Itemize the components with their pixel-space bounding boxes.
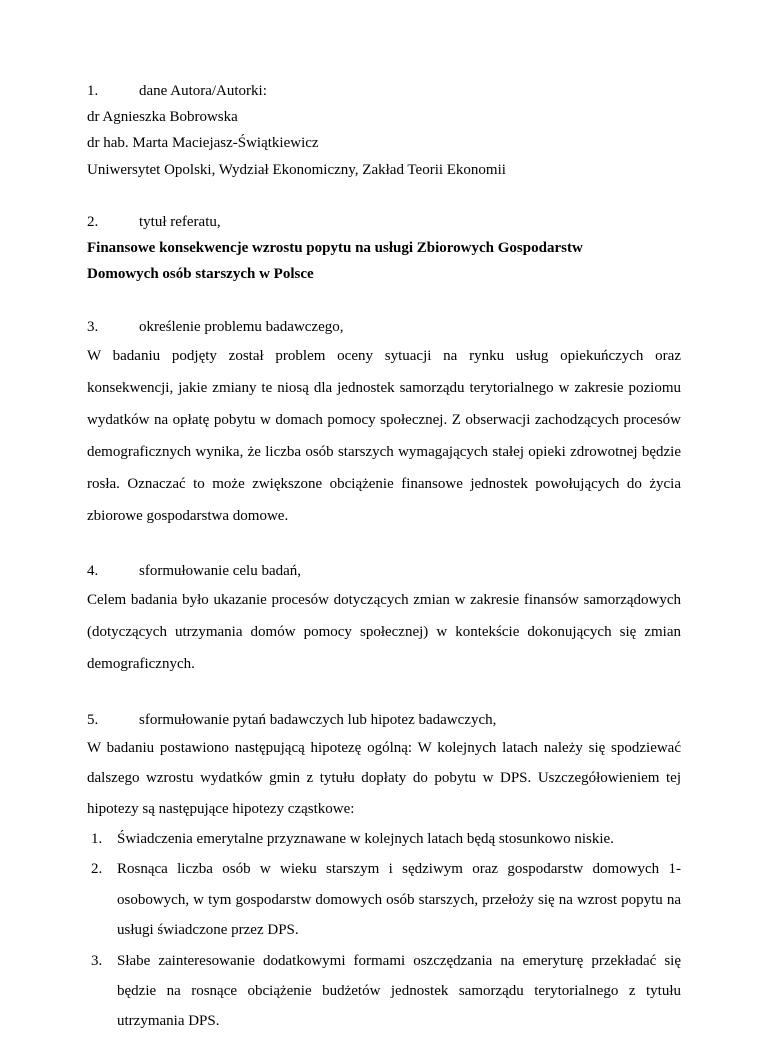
hypothesis-item [87, 946, 681, 1037]
author-line: dr hab. Marta Maciejasz-Świątkiewicz [87, 135, 319, 152]
hypothesis-item [87, 854, 681, 945]
problem-paragraph: W badaniu podjęty został problem oceny sytuacji na rynku usług opiekuńczych oraz konsekwencji, jakie zmiany te niosą dla jednostek samorządu terytorialnego w zakresie poziomu wydatków na opłatę pobytu w domach pomocy społecznej. Z obserwacji zachodzących procesów demograficznych wynika, że liczba osób starszych wymagających stałej opieki zdrowotnej będzie rosła. Oznaczać to może zwiększone obciążenie finansowe jednostek powołujących do życia zbiorowe gospodarstwa domowe. [87, 348, 681, 524]
hypothesis-item [87, 824, 681, 854]
section-number: 2. [87, 214, 99, 230]
section-number: 5. [87, 711, 99, 728]
section-number: 4. [87, 563, 99, 580]
section-heading-5 [87, 707, 681, 733]
hypothesis-number: 2. [91, 861, 103, 878]
author-line: dr Agnieszka Bobrowska [87, 109, 238, 126]
hypothesis-text: Świadczenia emerytalne przyznawane w kolejnych latach będą stosunkowo niskie. [117, 831, 614, 847]
section-number: 1. [87, 83, 99, 99]
hypothesis-list [87, 824, 681, 1037]
goal-paragraph: Celem badania było ukazanie procesów dotyczących zmian w zakresie finansów samorządowych (dotyczących utrzymania domów pomocy społecznej) w kontekście dokonujących się zmian demograficznych. [87, 592, 681, 673]
paper-title-line: Domowych osób starszych w Polsce [87, 266, 314, 283]
document-page [87, 78, 681, 1037]
paper-title-line: Finansowe konsekwencje wzrostu popytu na usługi Zbiorowych Gospodarstw [87, 240, 583, 257]
section-heading-1 [87, 78, 681, 104]
hypothesis-number: 3. [91, 952, 103, 969]
hypothesis-number: 1. [91, 831, 103, 847]
hypothesis-text: Słabe zainteresowanie dodatkowymi formami oszczędzania na emeryturę przekładać się będzie na rosnące obciążenie budżetów jednostek samorządu terytorialnego z tytułu utrzymania DPS. [117, 952, 681, 1030]
affiliation-line: Uniwersytet Opolski, Wydział Ekonomiczny, Zakład Teorii Ekonomii [87, 161, 506, 178]
section-heading-4 [87, 558, 681, 584]
section-title: sformułowanie pytań badawczych lub hipotez badawczych, [139, 711, 497, 728]
section-heading-3 [87, 314, 681, 340]
section-title: tytuł referatu, [139, 214, 221, 230]
section-title: sformułowanie celu badań, [139, 563, 302, 580]
section-heading-2 [87, 209, 681, 235]
hypothesis-text: Rosnąca liczba osób w wieku starszym i sędziwym oraz gospodarstw domowych 1-osobowych, w tym gospodarstw domowych osób starszych, przełoży się na wzrost popytu na usługi świadczone przez DPS. [117, 861, 681, 939]
hypothesis-intro: W badaniu postawiono następującą hipotezę ogólną: W kolejnych latach należy się spodziewać dalszego wzrostu wydatków gmin z tytułu dopłaty do pobytu w DPS. Uszczegółowieniem tej hipotezy są następujące hipotezy cząstkowe: [87, 739, 681, 817]
section-title: dane Autora/Autorki: [139, 83, 267, 99]
section-number: 3. [87, 318, 99, 335]
section-title: określenie problemu badawczego, [139, 318, 344, 335]
